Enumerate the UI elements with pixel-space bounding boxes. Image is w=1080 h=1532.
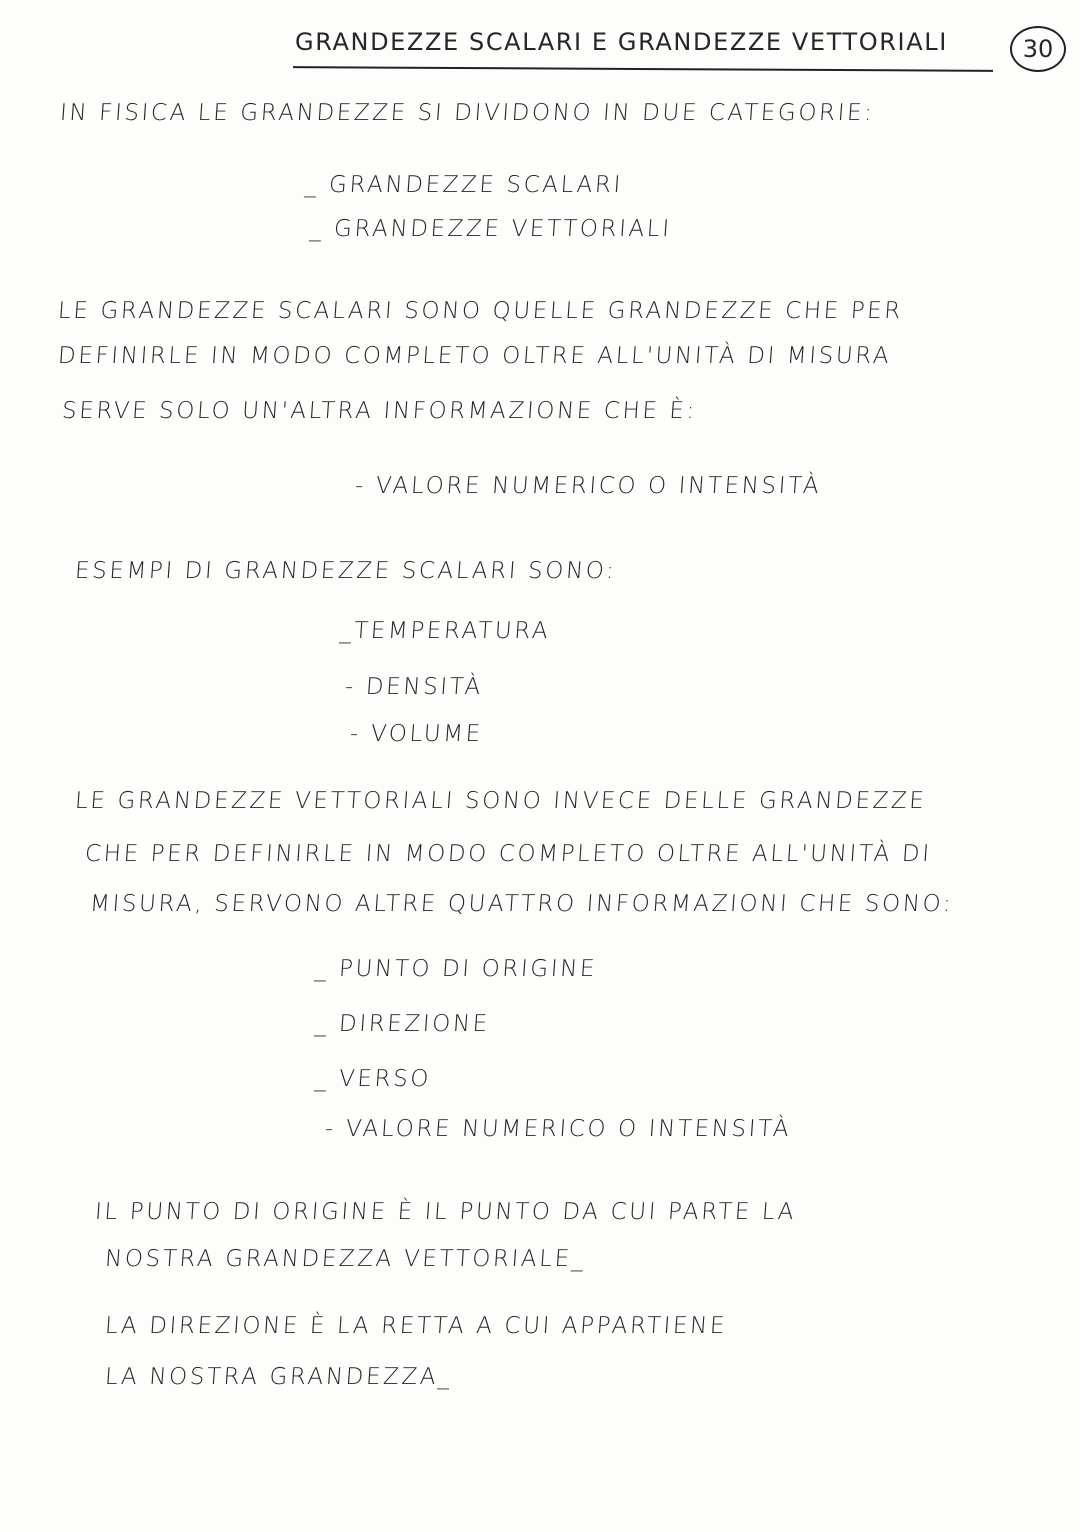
example-item: - VOLUME [349, 721, 484, 747]
category-item: _ GRANDEZZE VETTORIALI [309, 216, 673, 242]
vector-info-item: _ DIREZIONE [314, 1011, 491, 1037]
scalar-info-item: - VALORE NUMERICO O INTENSITÀ [354, 473, 823, 499]
vector-info-item: _ VERSO [314, 1066, 432, 1092]
vector-info-item: - VALORE NUMERICO O INTENSITÀ [324, 1116, 793, 1142]
page-number-circle: 30 [1010, 26, 1066, 72]
scalar-definition-line: DEFINIRLE IN MODO COMPLETO OLTRE ALL'UNITÀ DI MISURA [57, 343, 893, 369]
vector-definition-line: LE GRANDEZZE VETTORIALI SONO INVECE DELLE GRANDEZZE [74, 788, 928, 814]
scalar-definition-line: SERVE SOLO UN'ALTRA INFORMAZIONE CHE È: [61, 398, 698, 424]
example-item: - DENSITÀ [344, 674, 484, 700]
example-item: _TEMPERATURA [339, 618, 552, 644]
vector-definition-line: CHE PER DEFINIRLE IN MODO COMPLETO OLTRE ALL'UNITÀ DI [84, 841, 933, 867]
direction-definition-line: LA DIREZIONE È LA RETTA A CUI APPARTIENE [104, 1313, 728, 1339]
page-title: GRANDEZZE SCALARI E GRANDEZZE VETTORIALI [295, 28, 948, 56]
origin-definition-line: NOSTRA GRANDEZZA VETTORIALE_ [104, 1246, 587, 1272]
category-item: _ GRANDEZZE SCALARI [304, 172, 624, 198]
vector-definition-line: MISURA, SERVONO ALTRE QUATTRO INFORMAZIONI CHE SONO: [89, 891, 955, 917]
scalar-definition-line: LE GRANDEZZE SCALARI SONO QUELLE GRANDEZZE CHE PER [57, 298, 904, 324]
title-underline [293, 66, 993, 72]
intro-line: IN FISICA LE GRANDEZZE SI DIVIDONO IN DUE CATEGORIE: [59, 100, 876, 126]
origin-definition-line: IL PUNTO DI ORIGINE È IL PUNTO DA CUI PARTE LA [94, 1199, 798, 1225]
vector-info-item: _ PUNTO DI ORIGINE [314, 956, 598, 982]
direction-definition-line: LA NOSTRA GRANDEZZA_ [104, 1364, 454, 1390]
examples-intro: ESEMPI DI GRANDEZZE SCALARI SONO: [74, 558, 618, 584]
